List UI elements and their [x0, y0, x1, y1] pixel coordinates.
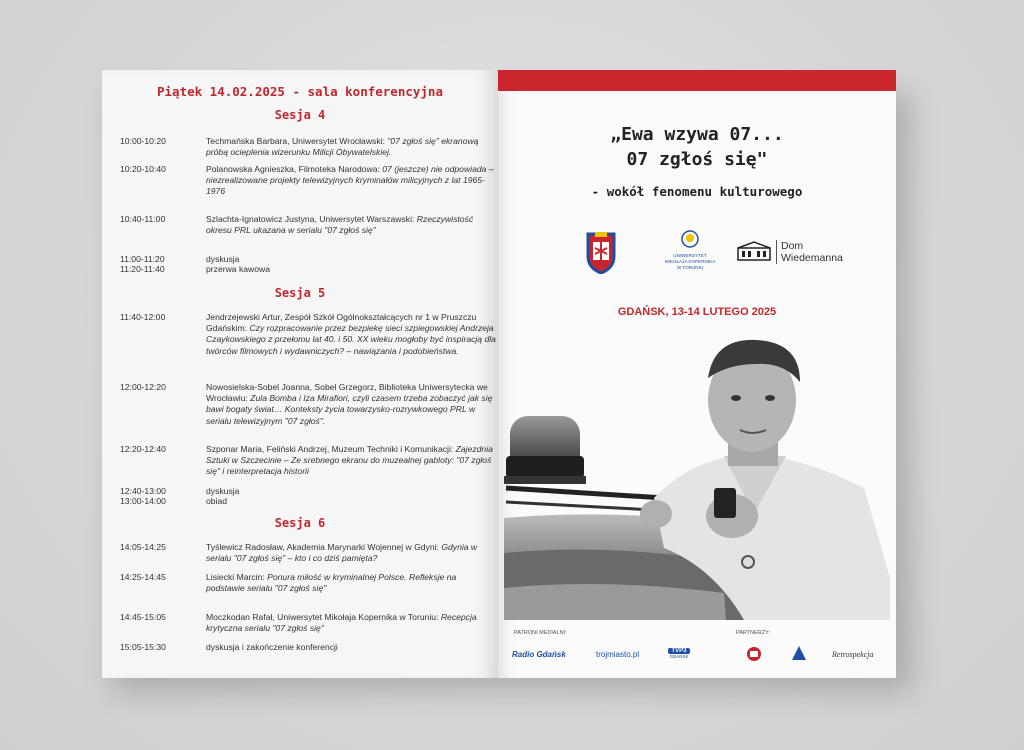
partner-museum-icon [790, 644, 808, 662]
item-talk-title: Rzeczywistość okresu PRL ukazana w serialu "07 zgłoś się" [206, 214, 474, 236]
item-time: 14:05-14:25 [120, 542, 166, 552]
media-patrons-label: PATRONI MEDIALNI: [514, 630, 567, 636]
item-author: dyskusja i zakończenie konferencji [206, 642, 338, 652]
item-author: Lisiecki Marcin: [206, 572, 268, 582]
partner-police-icon [746, 646, 762, 662]
item-author: Szlachta-Ignatowicz Justyna, Uniwersytet Warszawski: [206, 214, 417, 224]
conference-title [498, 122, 896, 172]
item-time: 14:45-15:05 [120, 612, 166, 622]
item-talk-title: Recepcja krytyczna serialu "07 zgłoś się" [206, 612, 477, 634]
umk-line-2: MIKOŁAJA KOPERNIKA [664, 259, 716, 264]
item-description [206, 572, 496, 594]
sponsors-strip [498, 620, 896, 678]
tvp3-city: GDAŃSK [669, 654, 689, 659]
item-description [206, 312, 496, 357]
tvp3-logo [668, 648, 690, 659]
item-time: 10:00-10:20 [120, 136, 166, 146]
item-author: Moczkodan Rafał, Uniwersytet Mikołaja Kopernika w Toruniu: [206, 612, 441, 622]
item-time: 10:20-10:40 [120, 164, 166, 174]
trojmiasto-logo: trojmiasto.pl [596, 650, 640, 659]
item-time: 10:40-11:00 [120, 214, 166, 224]
item-description [206, 496, 496, 507]
umk-sun-icon [681, 230, 699, 248]
detective-photo [504, 338, 894, 620]
session-heading: Sesja 5 [274, 286, 326, 300]
item-time: 11:00-11:20 [120, 254, 165, 264]
item-author: Nowosielska-Sobel Joanna, Sobel Grzegorz, Biblioteka Uniwersytecka we Wrocławiu: [206, 382, 488, 404]
item-description [206, 542, 496, 564]
item-description [206, 136, 496, 158]
item-talk-title: Czy rozpracowanie przez bezpiekę sieci szpiegowskiej Andrzeja Czaykowskiego z przełomu lat 40. i 50. XX wieku mogłoby być inspiracją dla twórców filmowych i wydawniczych? – nawiązania i podobieństwa. [206, 323, 496, 356]
item-time: 11:20-11:40 [120, 264, 165, 274]
item-author: Szponar Maria, Feliński Andrzej, Muzeum Techniki i Komunikacji: [206, 444, 456, 454]
item-time: 12:20-12:40 [120, 444, 166, 454]
item-description [206, 642, 496, 653]
item-time: 13:00-14:00 [120, 496, 166, 506]
item-time: 14:25-14:45 [120, 572, 166, 582]
item-author: dyskusja [206, 254, 240, 264]
radio-gdansk-logo: Radio Gdańsk [512, 650, 566, 659]
title-line-1: „Ewa wzywa 07... [610, 124, 784, 145]
conference-subtitle: - wokół fenomenu kulturowego [591, 184, 803, 199]
gdansk-crest-icon [586, 230, 616, 279]
item-time: 11:40-12:00 [120, 312, 166, 322]
tvp3-label: TVP3 [668, 648, 690, 654]
session-heading: Sesja 6 [274, 516, 326, 530]
item-description [206, 444, 496, 478]
title-line-2: 07 zgłoś się" [626, 149, 768, 170]
item-description [206, 382, 496, 427]
dom-wiedemanna-logo [736, 240, 843, 264]
item-author: Tyślewicz Radosław, Akademia Marynarki Wojennej w Gdyni: [206, 542, 442, 552]
item-description [206, 264, 496, 275]
dom-line-1: Dom [781, 240, 804, 252]
program-page [102, 70, 498, 678]
umk-logo [658, 230, 722, 271]
item-author: Techmańska Barbara, Uniwersytet Wrocławski: [206, 136, 388, 146]
item-time: 12:00-12:20 [120, 382, 166, 392]
session-heading: Sesja 4 [274, 108, 326, 122]
item-description [206, 612, 496, 634]
event-date: GDAŃSK, 13-14 LUTEGO 2025 [617, 306, 777, 318]
item-description [206, 214, 496, 236]
item-author: obiad [206, 496, 228, 506]
umk-line-1: UNIWERSYTET [673, 253, 707, 258]
item-talk-title: "07 zgłoś się" ekranową próbą ocieplenia wizerunku Milicji Obywatelskiej. [206, 136, 479, 158]
item-description [206, 164, 496, 198]
cover-page [498, 70, 896, 678]
item-author: Jendrzejewski Artur, Zespół Szkół Ogólnokształcących nr 1 w Pruszczu Gdańskim: [206, 312, 477, 334]
item-talk-title: Gdynia w serialu "07 zgłoś się" – kto i co dziś pamięta? [206, 542, 478, 564]
retrospekcja-logo: Retrospekcja [832, 650, 874, 659]
umk-line-3: W TORUNIU [676, 265, 704, 270]
item-author: przerwa kawowa [206, 264, 270, 274]
item-time: 15:05-15:30 [120, 642, 166, 652]
dom-line-2: Wiedemanna [781, 252, 843, 264]
item-time: 12:40-13:00 [120, 486, 166, 496]
red-top-bar [498, 70, 896, 91]
item-talk-title: Zula Bomba i Iza Mirafiori, czyli czasem trzeba zobaczyć jak się bawi bogaty świat… Konteksty życia towarzysko-rozrywkowego PRL w serialu telewizyjnym "07 zgłoś". [206, 393, 493, 426]
item-talk-title: Zajezdnia Sztuki w Szczecinie – Ze srebnego ekranu do muzealnej gabloty: "07 zgłoś się" i reinterpretacja historii [206, 444, 493, 477]
partners-label: PARTNERZY: [736, 630, 771, 636]
item-author: Polanowska Agnieszka, Filmoteka Narodowa: [206, 164, 383, 174]
day-heading: Piątek 14.02.2025 - sala konferencyjna [157, 84, 443, 99]
item-author: dyskusja [206, 486, 240, 496]
item-talk-title: Ponura miłość w kryminalnej Polsce. Refleksje na podstawie serialu "07 zgłoś się" [206, 572, 457, 594]
item-talk-title: 07 (jeszcze) nie odpowiada – niezrealizowane projekty telewizyjnych kryminałów milicyjnych z lat 1965-1976 [206, 164, 494, 197]
building-icon [736, 240, 772, 262]
